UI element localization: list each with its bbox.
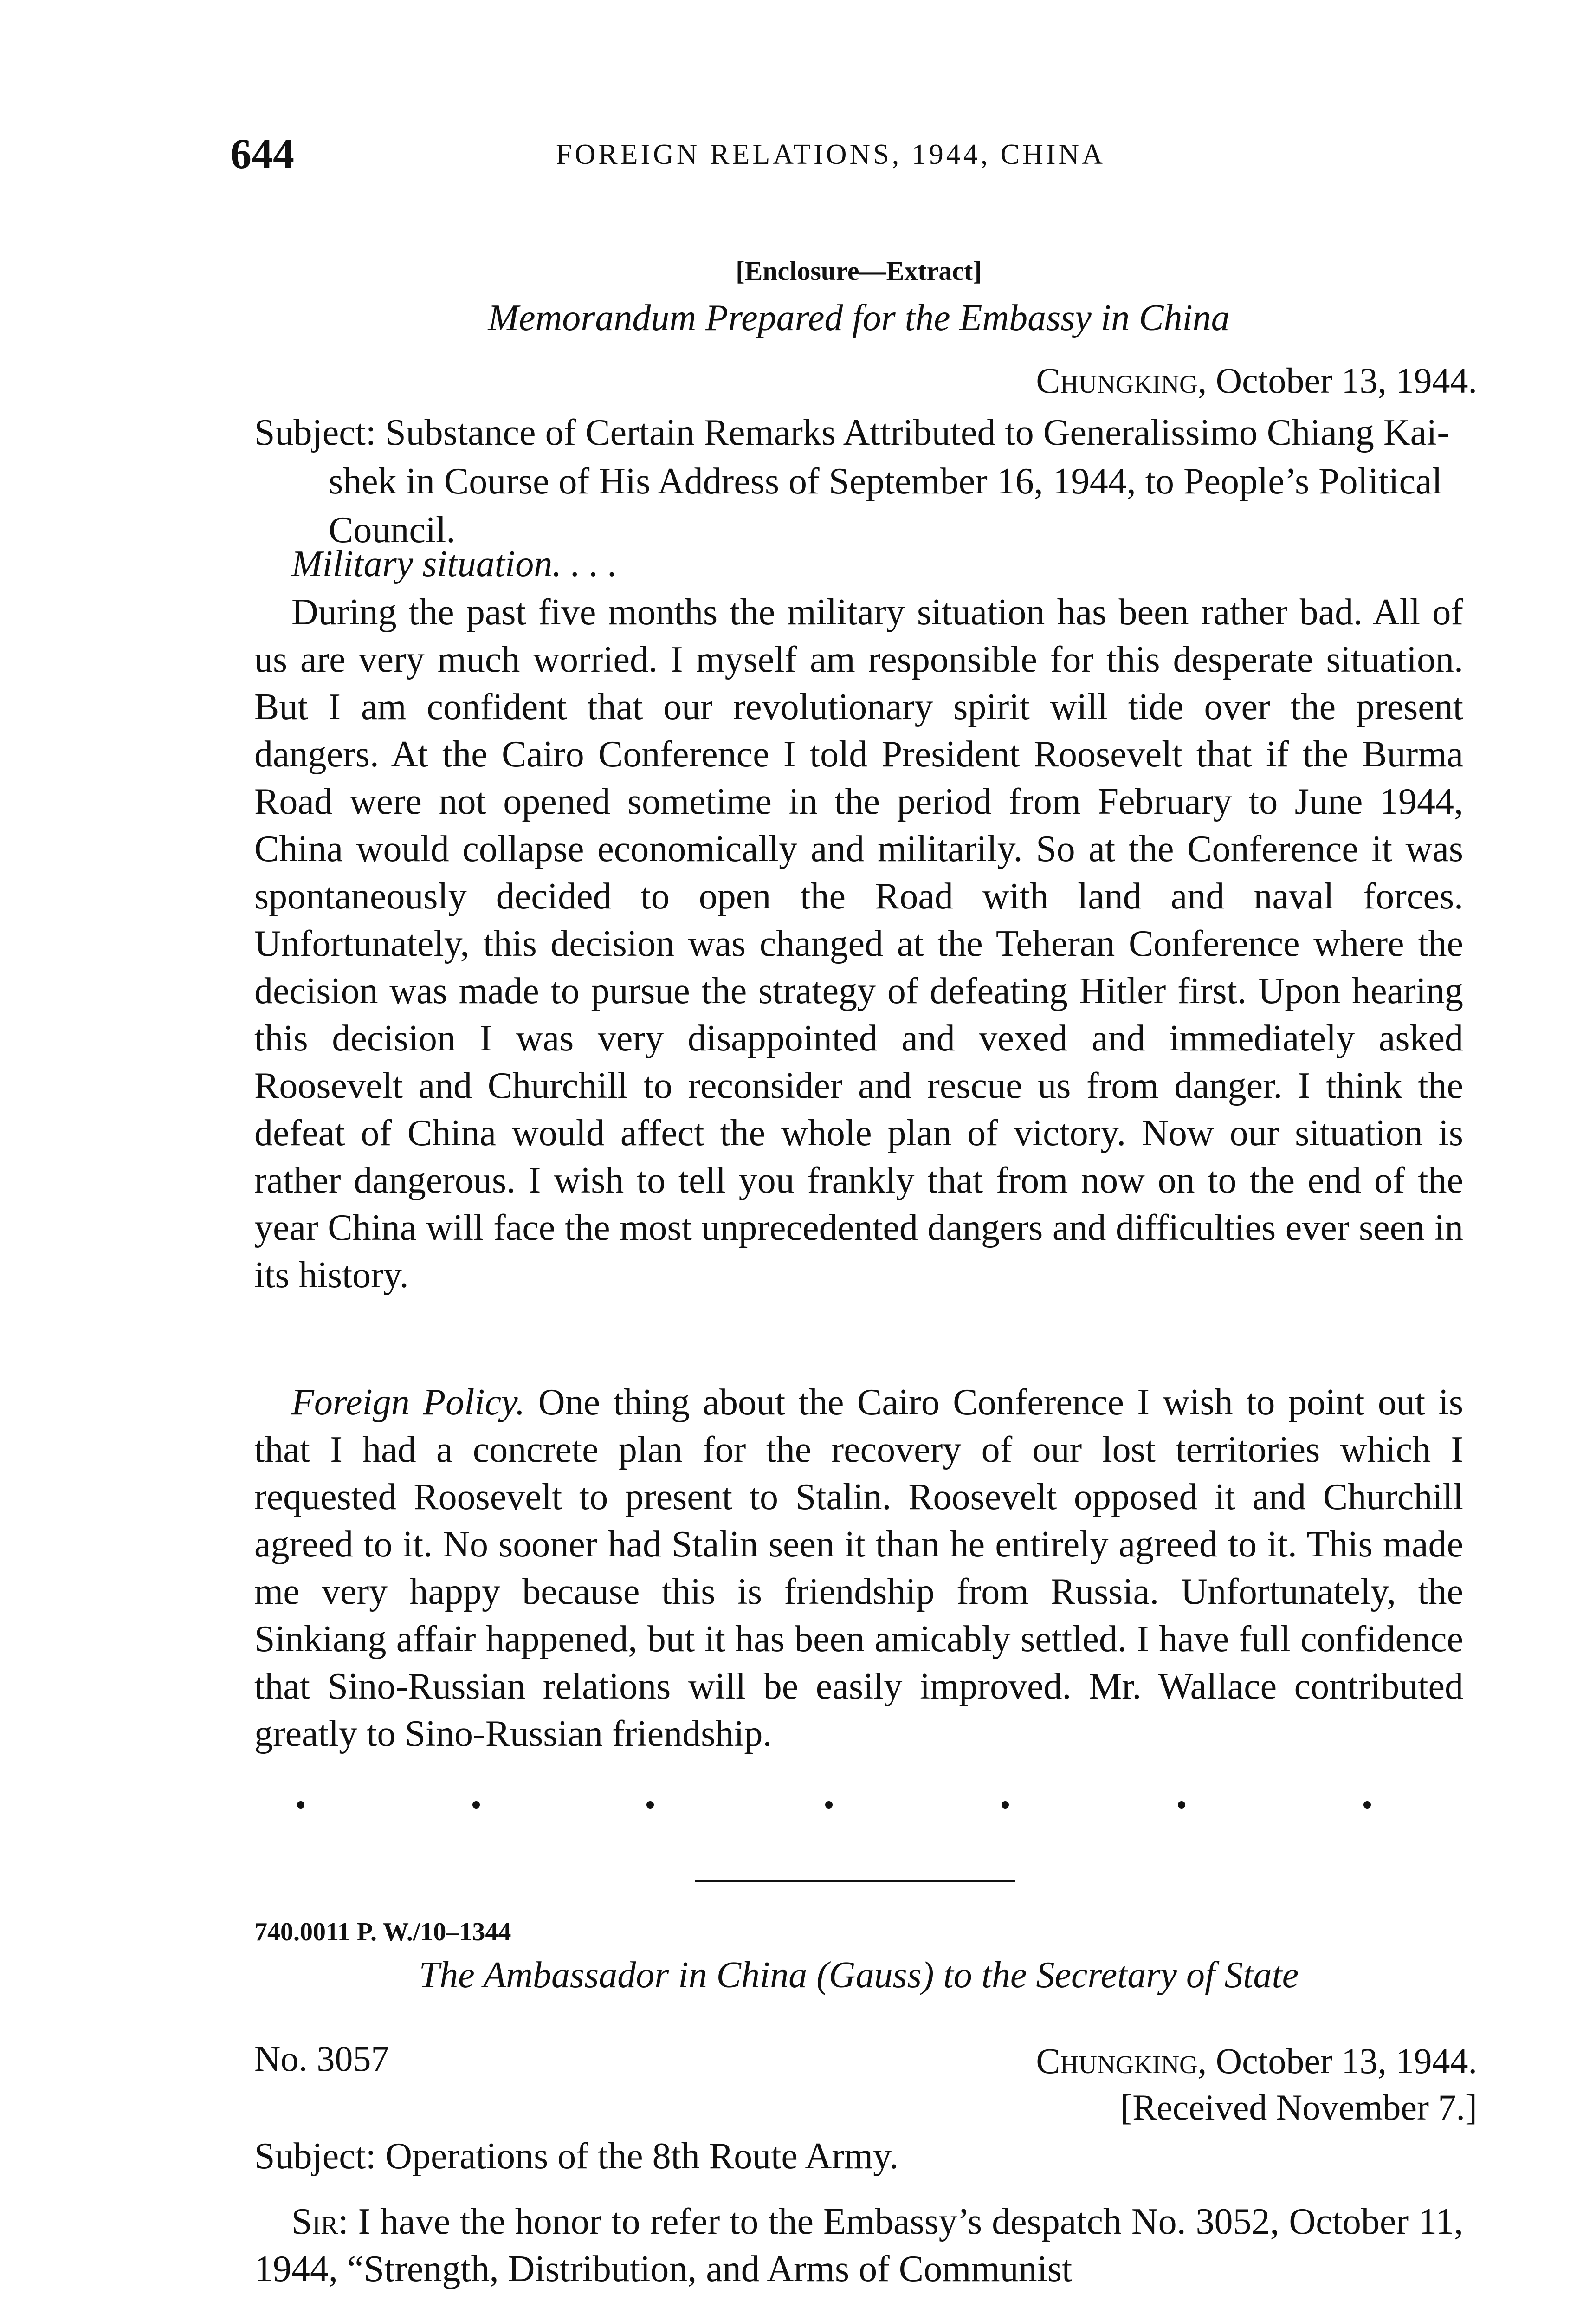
section-heading-military: Military situation. . . . (291, 544, 618, 584)
omission-dot (472, 1801, 480, 1809)
page-number: 644 (230, 130, 294, 177)
despatch-date-line (1036, 2038, 1477, 2084)
paragraph-foreign-policy (254, 1379, 1463, 1757)
received-date: [Received November 7.] (1120, 2087, 1477, 2127)
dateline-date: October 13, 1944. (1207, 2041, 1477, 2081)
dateline-place: Chungking, (1036, 2041, 1207, 2081)
paragraph-military-situation: During the past five months the military situation has been rather bad. All of us are very much worried. I myself am responsible for this desperate situation. But I am confident that our revolutionary spirit will tide over the present dangers. At the Cairo Conference I told President Roosevelt that if the Burma Road were not opened sometime in the period from February to June 1944, China would collapse economically and militarily. So at the Conference it was spontaneously decided to open the Road with land and naval forces. Unfortunately, this decision was changed at the Teheran Conference where the decision was made to pursue the strategy of defeating Hitler first. Upon hearing this decision I was very disappointed and vexed and immediately asked Roosevelt and Churchill to reconsider and rescue us from danger. I think the defeat of China would affect the whole plan of victory. Now our situation is rather dangerous. I wish to tell you frankly that from now on to the end of the year China will face the most unprecedented dangers and difficulties ever seen in its history. (254, 592, 1463, 1296)
dateline-date: October 13, 1944. (1207, 360, 1477, 401)
opening-text: I have the honor to refer to the Embassy’s despatch No. 3052, October 11, 1944, “Strength, Distribution, and Arms of Communist (254, 2201, 1463, 2289)
memorandum-subject: Subject: Substance of Certain Remarks Attributed to Generalissimo Chiang Kai-shek in Course of His Address of September 16, 1944, to People’s Political Council. (254, 412, 1450, 551)
enclosure-label: [Enclosure—Extract] (736, 256, 982, 286)
omission-dot (646, 1801, 654, 1809)
dateline-place: Chungking, (1036, 360, 1207, 401)
section-divider (695, 1880, 1015, 1882)
omission-dot (825, 1801, 833, 1809)
despatch-subject: Subject: Operations of the 8th Route Army. (254, 2136, 898, 2177)
despatch-dateline (1036, 2038, 1477, 2131)
file-number: 740.0011 P. W./10–1344 (254, 1918, 511, 1946)
omission-dot (1363, 1801, 1371, 1809)
memorandum-dateline (1036, 360, 1477, 402)
omission-dot (297, 1801, 304, 1809)
document-title: The Ambassador in China (Gauss) to the Secretary of State (419, 1955, 1299, 1996)
paragraph-opening (254, 2198, 1463, 2293)
omission-dots (254, 1801, 1463, 1829)
running-header (230, 129, 1463, 185)
salutation: Sir: (291, 2201, 349, 2242)
despatch-number: No. 3057 (254, 2038, 389, 2079)
omission-dot (1002, 1801, 1009, 1809)
foreign-policy-text: One thing about the Cairo Conference I wish to point out is that I had a concrete plan for the recovery of our lost territories which I requested Roosevelt to present to Stalin. Roosevelt opposed it and Churchill agreed to it. No sooner had Stalin seen it than he entirely agreed to it. This made me very happy because this is friendship from Russia. Unfortunately, the Sinkiang affair happened, but it has been amicably settled. I have full confidence that Sino-Russian relations will be easily improved. Mr. Wallace contributed greatly to Sino-Russian friendship. (254, 1382, 1463, 1754)
omission-dot (1178, 1801, 1185, 1809)
memorandum-title: Memorandum Prepared for the Embassy in China (488, 298, 1230, 338)
foreign-policy-lead: Foreign Policy. (291, 1382, 525, 1423)
running-title: FOREIGN RELATIONS, 1944, CHINA (556, 139, 1106, 170)
